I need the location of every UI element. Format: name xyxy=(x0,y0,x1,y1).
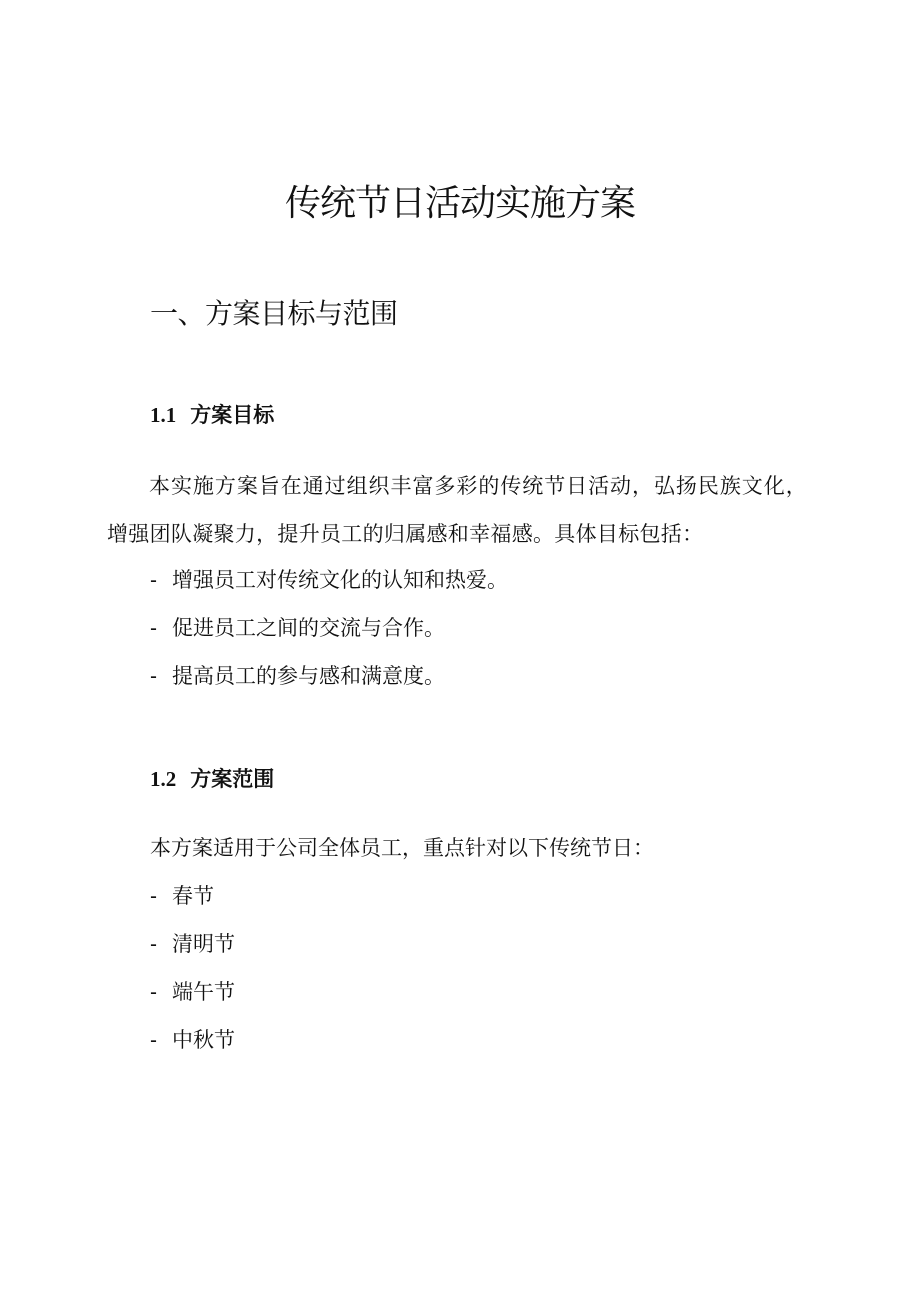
bullet-marker: - xyxy=(150,617,157,640)
list-item-text: 增强员工对传统文化的认知和热爱。 xyxy=(172,568,508,592)
bullet-marker: - xyxy=(150,981,157,1004)
document-title: 传统节日活动实施方案 xyxy=(284,183,635,224)
list-item-text: 中秋节 xyxy=(172,1028,235,1052)
objective-paragraph: 本实施方案旨在通过组织丰富多彩的传统节日活动，弘扬民族文化，增强团队凝聚力，提升员工的归属感和幸福感。具体目标包括： xyxy=(107,474,807,546)
subsection-number: 1.2 xyxy=(150,767,177,791)
subsection-title: 方案范围 xyxy=(190,767,275,791)
list-item-text: 提高员工的参与感和满意度。 xyxy=(172,664,445,688)
list-item xyxy=(150,660,445,693)
scope-paragraph: 本方案适用于公司全体员工，重点针对以下传统节日： xyxy=(150,836,654,860)
list-item-text: 清明节 xyxy=(172,932,235,956)
bullet-marker: - xyxy=(150,885,157,908)
list-item xyxy=(150,564,508,597)
list-item xyxy=(150,612,445,645)
list-item xyxy=(150,976,235,1009)
subsection-heading-1-2 xyxy=(150,763,274,795)
list-item xyxy=(150,928,235,961)
list-item xyxy=(150,1024,235,1057)
bullet-marker: - xyxy=(150,569,157,592)
bullet-marker: - xyxy=(150,933,157,956)
subsection-number: 1.1 xyxy=(150,403,177,427)
subsection-title: 方案目标 xyxy=(190,403,275,427)
section-heading-1: 一、方案目标与范围 xyxy=(150,297,398,330)
list-item-text: 春节 xyxy=(172,884,214,908)
list-item-text: 端午节 xyxy=(172,980,235,1004)
list-item-text: 促进员工之间的交流与合作。 xyxy=(172,616,445,640)
list-item xyxy=(150,880,214,913)
subsection-heading-1-1 xyxy=(150,399,274,431)
bullet-marker: - xyxy=(150,665,157,688)
bullet-marker: - xyxy=(150,1029,157,1052)
